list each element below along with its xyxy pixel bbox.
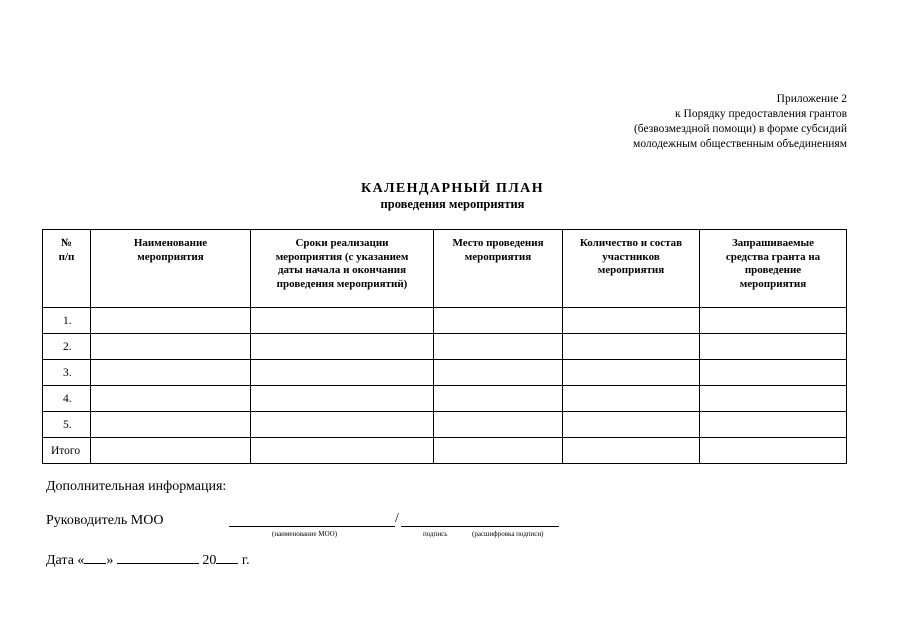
cell-dates[interactable] bbox=[251, 438, 434, 464]
header-line: проведения мероприятий) bbox=[276, 277, 408, 290]
cell-place[interactable] bbox=[434, 386, 563, 412]
table-row bbox=[43, 412, 847, 438]
document-title bbox=[0, 180, 905, 212]
additional-info-label: Дополнительная информация: bbox=[46, 479, 227, 494]
cell-grant-funds[interactable] bbox=[700, 386, 847, 412]
date-line bbox=[46, 550, 250, 569]
row-number: 3. bbox=[43, 360, 91, 386]
header-place bbox=[434, 230, 563, 308]
caption-signature-decode: (расшифровка подписи) bbox=[472, 530, 544, 538]
table-row-total bbox=[43, 438, 847, 464]
header-line: проведение bbox=[744, 264, 802, 276]
appendix-block bbox=[547, 92, 847, 152]
cell-dates[interactable] bbox=[251, 360, 434, 386]
caption-moo-name: (наименование МОО) bbox=[272, 530, 338, 538]
cell-participants[interactable] bbox=[563, 334, 700, 360]
table-row bbox=[43, 308, 847, 334]
appendix-line: к Порядку предоставления грантов bbox=[675, 108, 847, 120]
header-dates bbox=[251, 230, 434, 308]
date-month-blank[interactable] bbox=[117, 550, 199, 564]
moo-name-line[interactable] bbox=[229, 526, 395, 527]
row-number: 2. bbox=[43, 334, 91, 360]
title-main: КАЛЕНДАРНЫЙ ПЛАН bbox=[361, 181, 544, 196]
cell-grant-funds[interactable] bbox=[700, 360, 847, 386]
cell-participants[interactable] bbox=[563, 386, 700, 412]
cell-place[interactable] bbox=[434, 412, 563, 438]
table-row bbox=[43, 360, 847, 386]
cell-event-name[interactable] bbox=[91, 308, 251, 334]
cell-grant-funds[interactable] bbox=[700, 308, 847, 334]
cell-participants[interactable] bbox=[563, 308, 700, 334]
title-sub: проведения мероприятия bbox=[380, 197, 525, 211]
cell-event-name[interactable] bbox=[91, 334, 251, 360]
header-grant-funds bbox=[700, 230, 847, 308]
head-label: Руководитель МОО bbox=[46, 513, 164, 528]
date-quote: » bbox=[106, 553, 114, 568]
cell-participants[interactable] bbox=[563, 412, 700, 438]
date-year-prefix: 20 bbox=[202, 553, 217, 568]
caption-signature: подпись bbox=[423, 530, 448, 538]
row-number: 5. bbox=[43, 412, 91, 438]
cell-place[interactable] bbox=[434, 334, 563, 360]
cell-dates[interactable] bbox=[251, 412, 434, 438]
cell-place[interactable] bbox=[434, 360, 563, 386]
header-line: № bbox=[60, 237, 73, 249]
date-year-blank[interactable] bbox=[216, 550, 238, 564]
signature-separator: / bbox=[395, 511, 399, 526]
appendix-line: (безвозмездной помощи) в форме субсидий bbox=[633, 123, 847, 135]
header-line: средства гранта на bbox=[725, 250, 821, 263]
header-line: п/п bbox=[58, 250, 75, 263]
table-row bbox=[43, 386, 847, 412]
table-header-row bbox=[43, 230, 847, 308]
header-line: мероприятия bbox=[597, 264, 665, 276]
cell-grant-funds[interactable] bbox=[700, 334, 847, 360]
cell-participants[interactable] bbox=[563, 360, 700, 386]
cell-event-name[interactable] bbox=[91, 360, 251, 386]
cell-place[interactable] bbox=[434, 308, 563, 334]
header-number bbox=[43, 230, 91, 308]
cell-event-name[interactable] bbox=[91, 412, 251, 438]
header-line: мероприятия bbox=[137, 250, 204, 263]
cell-dates[interactable] bbox=[251, 386, 434, 412]
appendix-line: молодежным общественным объединениям bbox=[633, 138, 847, 150]
header-line: Количество и состав bbox=[579, 237, 683, 249]
cell-grant-funds[interactable] bbox=[700, 412, 847, 438]
cell-grant-funds[interactable] bbox=[700, 438, 847, 464]
header-event-name bbox=[91, 230, 251, 308]
signature-line[interactable] bbox=[401, 526, 559, 527]
header-line: мероприятия (с указанием bbox=[275, 250, 409, 263]
date-suffix: г. bbox=[241, 553, 250, 568]
cell-place[interactable] bbox=[434, 438, 563, 464]
header-line: мероприятия bbox=[464, 250, 532, 263]
date-prefix: Дата « bbox=[46, 553, 85, 568]
appendix-line: Приложение 2 bbox=[776, 93, 847, 105]
row-number: 1. bbox=[43, 308, 91, 334]
header-line: мероприятия bbox=[739, 277, 807, 290]
header-participants bbox=[563, 230, 700, 308]
header-line: Наименование bbox=[133, 237, 208, 249]
header-line: Место проведения bbox=[452, 237, 544, 249]
header-line: Сроки реализации bbox=[295, 237, 389, 249]
header-line: участников bbox=[602, 250, 660, 263]
header-line: Запрашиваемые bbox=[731, 237, 815, 249]
date-day-blank[interactable] bbox=[84, 550, 106, 564]
header-line: даты начала и окончания bbox=[277, 264, 407, 276]
table-row bbox=[43, 334, 847, 360]
row-number: 4. bbox=[43, 386, 91, 412]
cell-participants[interactable] bbox=[563, 438, 700, 464]
cell-event-name[interactable] bbox=[91, 438, 251, 464]
row-total-label: Итого bbox=[43, 438, 91, 464]
calendar-plan-table bbox=[42, 229, 847, 464]
cell-event-name[interactable] bbox=[91, 386, 251, 412]
cell-dates[interactable] bbox=[251, 334, 434, 360]
cell-dates[interactable] bbox=[251, 308, 434, 334]
